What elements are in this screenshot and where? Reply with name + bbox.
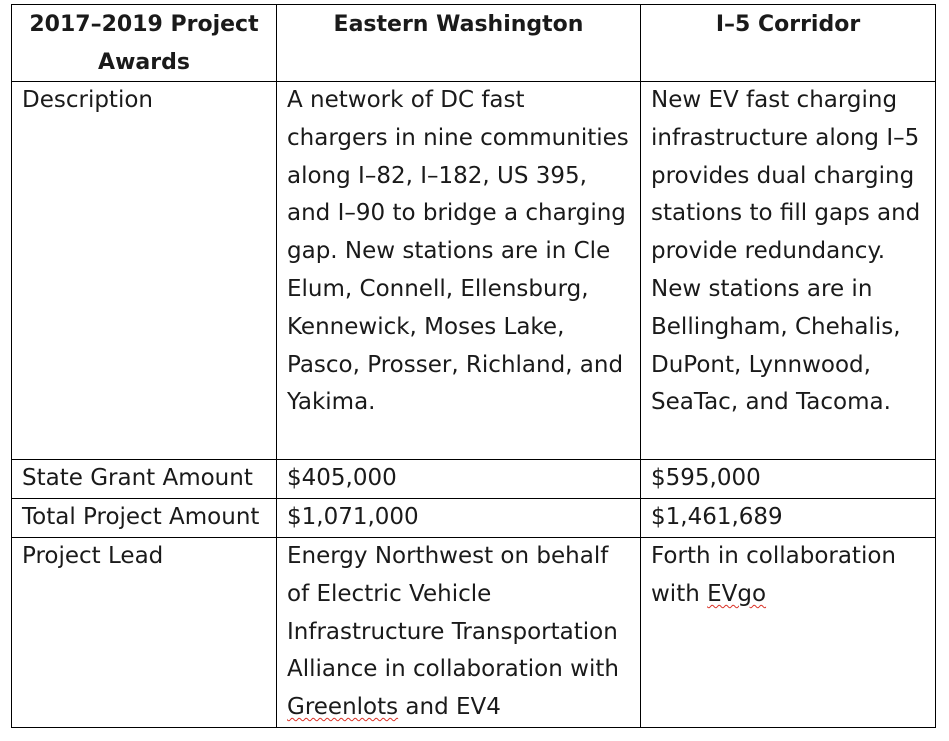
row-label-description: Description [12,82,277,460]
eastern-lead-text-end: and EV4 [398,694,501,721]
eastern-total-project-cell: $1,071,000 [277,499,641,538]
eastern-lead-text: Energy Northwest on behalf of Electric Vehicle Infrastructure Transportation Alliance in collaboration with [287,543,619,683]
spellcheck-flagged-word: EVgo [707,580,767,607]
eastern-project-lead-cell [277,538,641,728]
eastern-state-grant-cell: $405,000 [277,460,641,499]
table-header-row [12,5,936,82]
header-eastern-washington: Eastern Washington [277,5,641,82]
corridor-total-project-cell: $1,461,689 [641,499,936,538]
project-awards-table [11,4,936,728]
row-label-total-project: Total Project Amount [12,499,277,538]
table-row-state-grant [12,460,936,499]
table-row-description [12,82,936,460]
row-label-project-lead: Project Lead [12,538,277,728]
header-i5-corridor: I–5 Corridor [641,5,936,82]
corridor-project-lead-cell [641,538,936,728]
corridor-description-cell: New EV fast charging infrastructure along I–5 provides dual charging stations to fill gaps and provide redundancy. New stations are in Bellingham, Chehalis, DuPont, Lynnwood, SeaTac, and Tacoma. [641,82,936,460]
row-label-state-grant: State Grant Amount [12,460,277,499]
table-row-project-lead [12,538,936,728]
corridor-lead-text: Forth in collaboration with [651,543,896,607]
eastern-description-cell: A network of DC fast chargers in nine communities along I–82, I–182, US 395, and I–90 to bridge a charging gap. New stations are in Cle Elum, Connell, Ellensburg, Kennewick, Moses Lake, Pasco, Prosser, Richland, and Yakima. [277,82,641,460]
header-project-awards: 2017–2019 Project Awards [12,5,277,82]
corridor-state-grant-cell: $595,000 [641,460,936,499]
spellcheck-flagged-word: Greenlots [287,694,399,721]
table-row-total-project [12,499,936,538]
